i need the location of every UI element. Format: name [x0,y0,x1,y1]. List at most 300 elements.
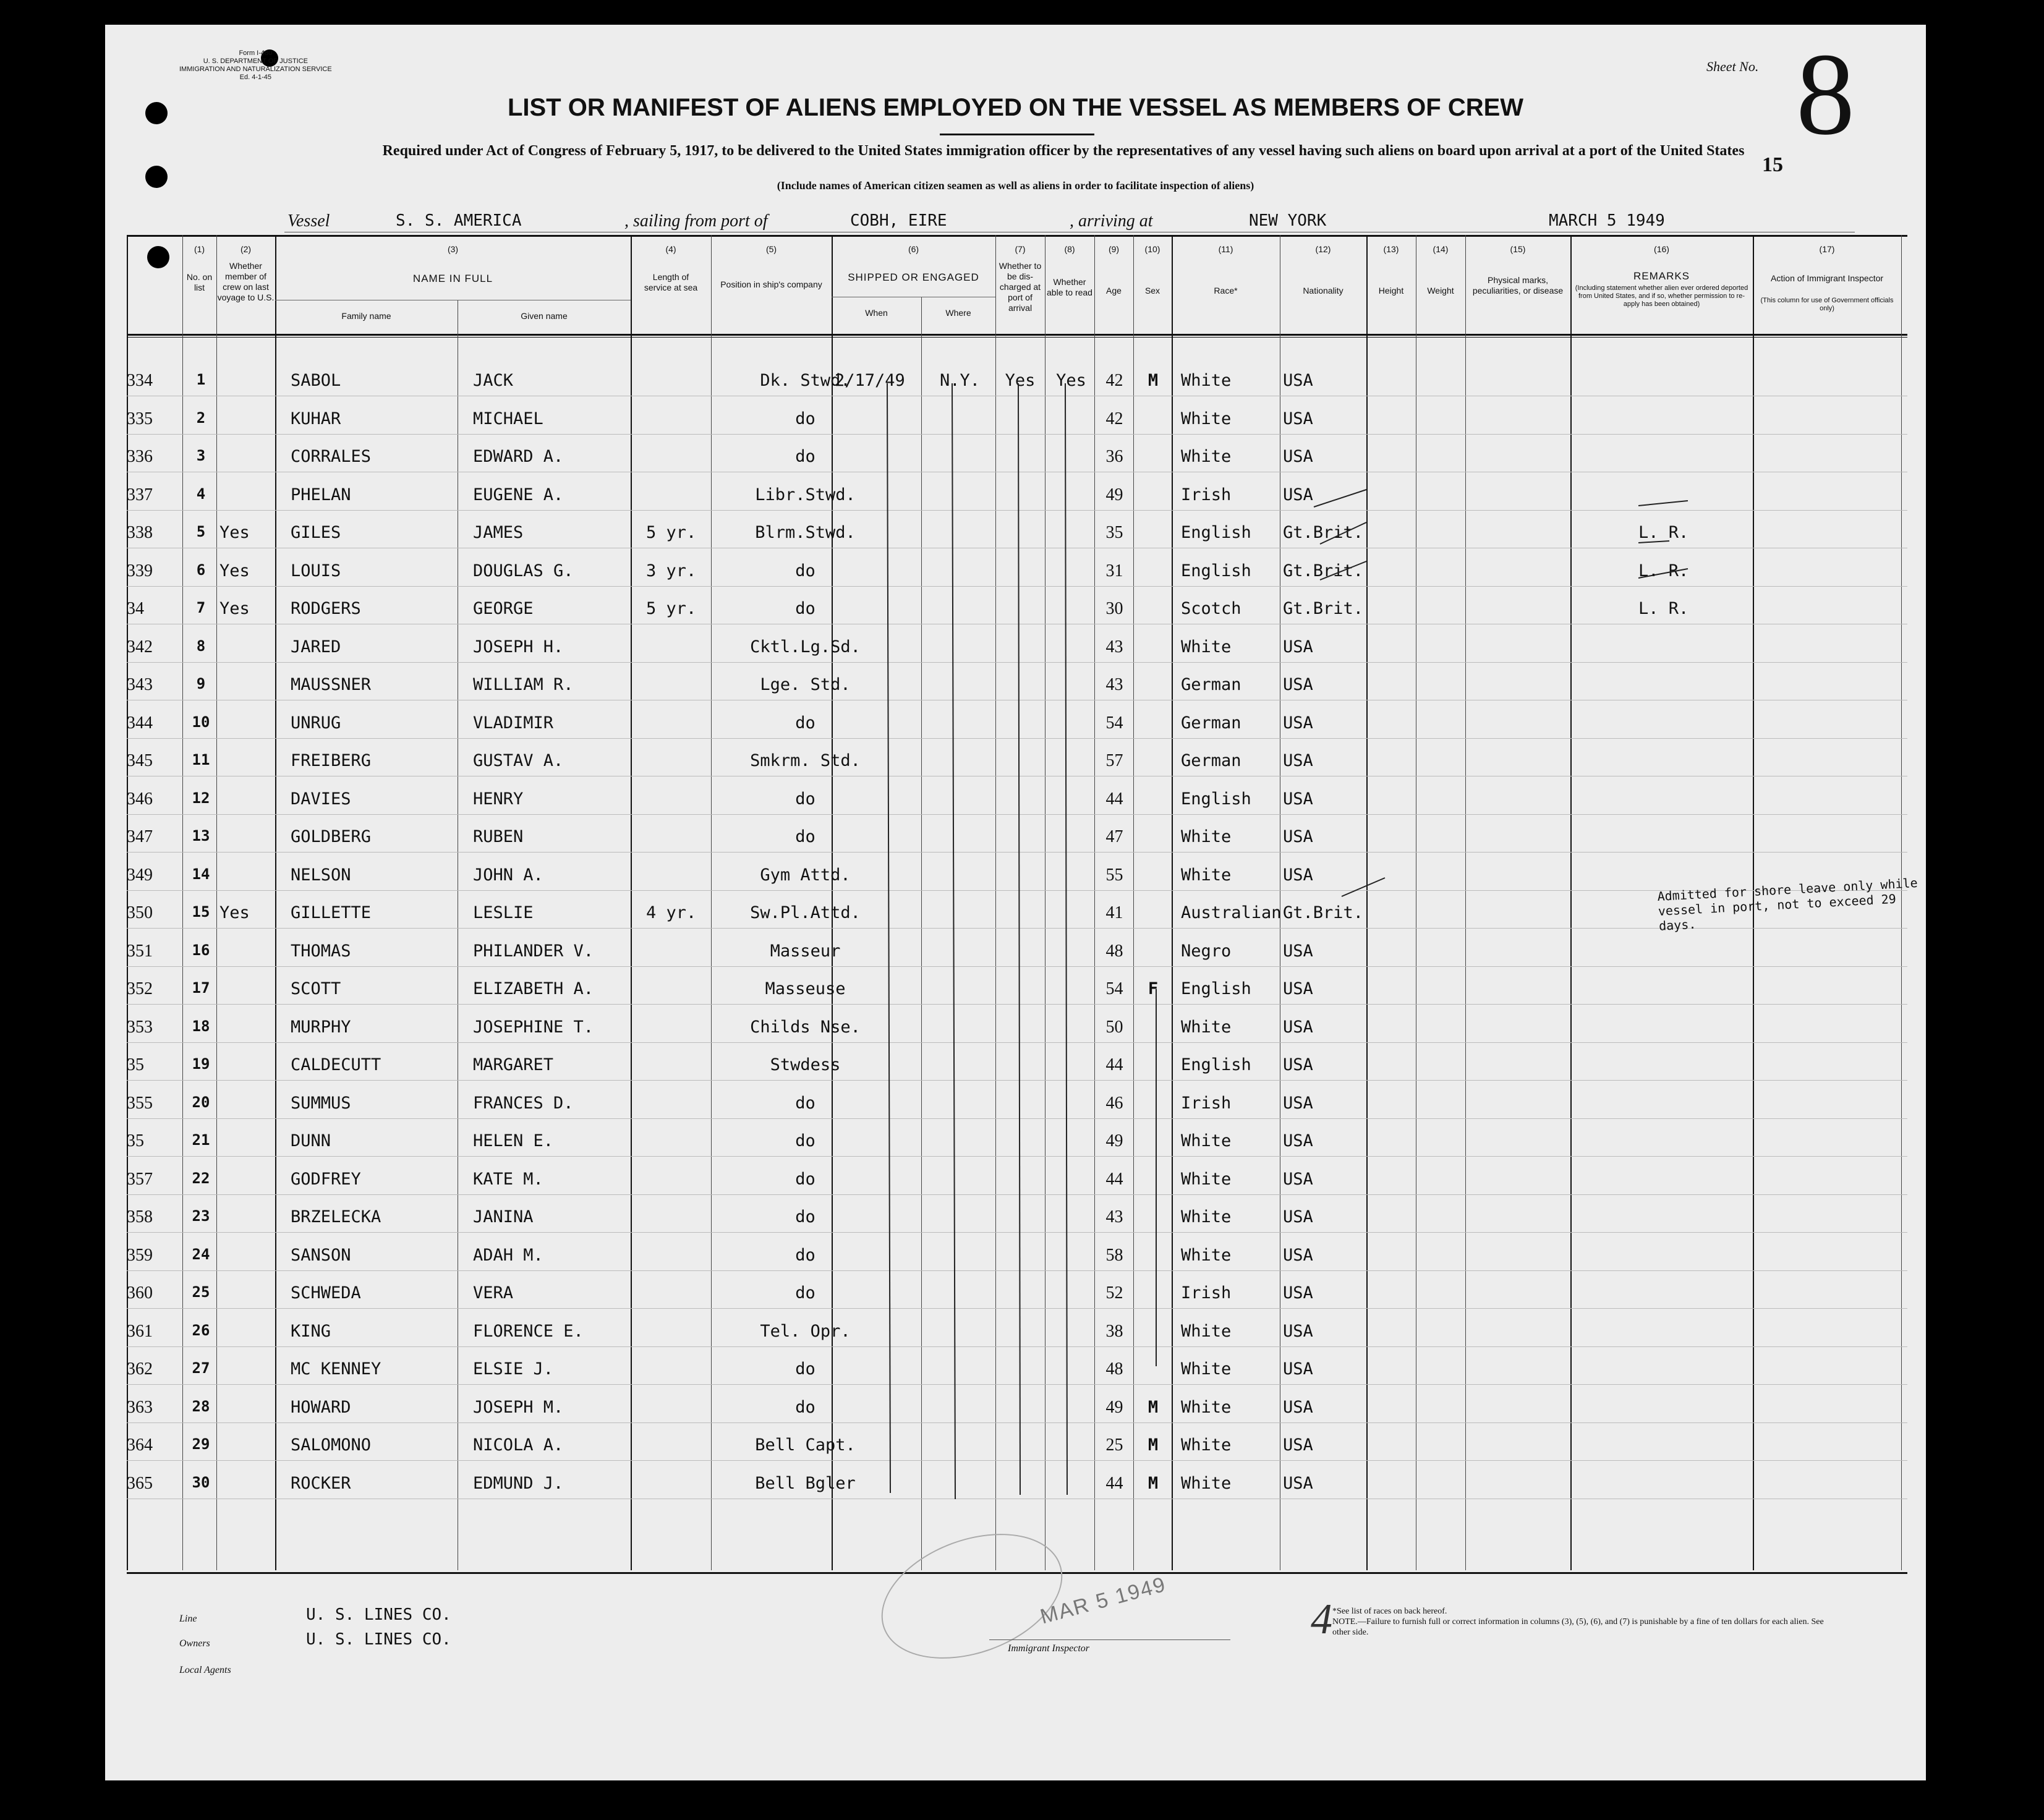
column-header-action: Action of Immigrant Inspector [1770,273,1884,283]
row-age: 54 [1105,979,1123,998]
row-family-name: KING [291,1322,331,1341]
row-family-name: MURPHY [291,1018,351,1037]
row-race: Negro [1181,942,1232,961]
column-header-weight: Weight [1427,286,1454,296]
row-list-number: 17 [192,979,210,997]
row-position: do [795,1398,815,1417]
sheet-number: 8 [1796,30,1855,159]
row-list-number: 19 [192,1055,210,1073]
ditto-line [1018,383,1020,1495]
row-family-name: DAVIES [291,789,351,809]
row-position: Lge. Std. [760,675,851,694]
row-seq-number: 347 [127,827,153,846]
line-label: Line [179,1614,197,1624]
row-age: 30 [1105,599,1123,618]
row-position: do [795,1131,815,1150]
row-seq-number: 345 [127,751,153,770]
row-seq-number: 335 [127,409,153,428]
row-position: Gym Attd. [760,865,851,885]
row-age: 58 [1105,1246,1123,1265]
column-header-nationality: Nationality [1303,286,1344,296]
row-family-name: NELSON [291,865,351,885]
row-given-name: JOSEPH H. [473,637,564,657]
row-position: Masseur [770,942,841,961]
row-nationality: USA [1283,1131,1313,1150]
column-number: (13) [1383,244,1399,254]
row-previous-voyage: Yes [219,561,250,580]
row-list-number: 28 [192,1398,210,1415]
row-length-service: 5 yr. [646,599,697,618]
row-age: 35 [1105,523,1123,542]
row-age: 36 [1105,447,1123,466]
column-header-no: No. on list [186,272,213,292]
handwritten-marks [105,25,1926,1780]
row-race: White [1181,1322,1232,1341]
row-nationality: USA [1283,713,1313,733]
row-seq-number: 334 [127,371,153,390]
document-title: LIST OR MANIFEST OF ALIENS EMPLOYED ON THE VESSEL AS MEMBERS OF CREW [507,94,1524,121]
row-list-number: 20 [192,1094,210,1111]
arriving-label: , arriving at [1070,211,1153,231]
row-list-number: 9 [196,675,206,692]
row-seq-number: 350 [127,903,153,922]
row-family-name: CORRALES [291,447,372,466]
row-age: 46 [1105,1094,1123,1113]
row-seq-number: 358 [127,1207,153,1227]
row-given-name: NICOLA A. [473,1435,564,1455]
row-age: 44 [1105,789,1123,809]
row-list-number: 4 [196,485,206,503]
row-nationality: USA [1283,1170,1313,1189]
column-number: (3) [447,244,459,254]
row-race: Australian [1181,903,1282,922]
row-age: 31 [1105,561,1123,580]
row-given-name: VERA [473,1283,514,1303]
row-position: Libr.Stwd. [755,485,856,504]
row-family-name: SCOTT [291,979,341,998]
row-age: 49 [1105,1398,1123,1417]
row-position: do [795,599,815,618]
port-from: COBH, EIRE [850,211,947,230]
row-given-name: JACK [473,371,514,390]
row-age: 50 [1105,1018,1123,1037]
row-race: Irish [1181,1094,1232,1113]
row-nationality: USA [1283,827,1313,846]
row-race: English [1181,1055,1251,1074]
row-family-name: FREIBERG [291,751,372,770]
row-nationality: USA [1283,979,1313,998]
column-header-when: When [865,308,888,318]
column-header-age: Age [1106,286,1122,296]
row-given-name: JOSEPH M. [473,1398,564,1417]
row-age: 55 [1105,865,1123,885]
row-race: White [1181,865,1232,885]
row-seq-number: 364 [127,1435,153,1455]
column-number: (10) [1144,244,1160,254]
row-sex: M [1148,1398,1159,1417]
row-given-name: ADAH M. [473,1246,543,1265]
row-discharged: Yes [1005,371,1036,390]
row-age: 42 [1105,409,1123,428]
row-list-number: 29 [192,1435,210,1453]
row-seq-number: 363 [127,1398,153,1417]
row-position: do [795,1359,815,1379]
row-able-to-read: Yes [1056,371,1086,390]
row-position: do [795,561,815,580]
port-to: NEW YORK [1249,211,1327,230]
row-race: White [1181,409,1232,428]
row-given-name: GEORGE [473,599,534,618]
row-given-name: JANINA [473,1207,534,1227]
row-race: White [1181,1207,1232,1227]
row-race: English [1181,789,1251,809]
column-number: (15) [1510,244,1526,254]
row-race: English [1181,979,1251,998]
column-header-read: Whether able to read [1047,277,1092,297]
row-age: 49 [1105,1131,1123,1150]
row-list-number: 18 [192,1018,210,1035]
row-family-name: GILES [291,523,341,542]
sailing-label: , sailing from port of [624,211,768,231]
column-header-prev-voyage: Whether member of crew on last voyage to U.S. [217,261,275,302]
row-position: Dk. Stwd. [760,371,851,390]
row-seq-number: 349 [127,865,153,885]
row-position: Smkrm. Std. [750,751,861,770]
row-nationality: USA [1283,751,1313,770]
row-race: English [1181,561,1251,580]
manifest-sheet [105,25,1926,1780]
row-race: White [1181,447,1232,466]
row-list-number: 10 [192,713,210,731]
row-nationality: Gt.Brit. [1283,599,1364,618]
row-list-number: 23 [192,1207,210,1225]
row-seq-number: 360 [127,1283,153,1303]
row-seq-number: 336 [127,447,153,466]
row-given-name: JOHN A. [473,865,543,885]
row-family-name: RODGERS [291,599,361,618]
row-nationality: USA [1283,409,1313,428]
column-header-race: Race* [1214,286,1238,296]
row-nationality: USA [1283,1018,1313,1037]
row-nationality: USA [1283,1474,1313,1493]
column-header-length: Length of service at sea [644,272,698,292]
line-value: U. S. LINES CO. [306,1605,451,1624]
row-family-name: HOWARD [291,1398,351,1417]
column-number: (9) [1108,244,1120,254]
row-position: Bell Capt. [755,1435,856,1455]
column-header-position: Position in ship's company [720,279,822,289]
form-department: U. S. DEPARTMENT OF JUSTICE [203,57,308,65]
row-position: Bell Bgler [755,1474,856,1493]
column-header-discharged: Whether to be dis-charged at port of arrival [999,261,1042,313]
row-length-service: 3 yr. [646,561,697,580]
row-list-number: 27 [192,1359,210,1377]
row-position: do [795,1246,815,1265]
column-header-given-name: Given name [521,311,568,321]
row-age: 49 [1105,485,1123,504]
row-nationality: USA [1283,637,1313,657]
row-race: Irish [1181,1283,1232,1303]
column-number: (7) [1015,244,1026,254]
row-given-name: PHILANDER V. [473,942,594,961]
row-seq-number: 351 [127,942,153,961]
form-service: IMMIGRATION AND NATURALIZATION SERVICE [179,66,332,73]
row-nationality: USA [1283,1359,1313,1379]
row-age: 43 [1105,1207,1123,1227]
row-race: White [1181,1131,1232,1150]
row-position: do [795,713,815,733]
row-given-name: FLORENCE E. [473,1322,584,1341]
row-sex: M [1148,371,1159,390]
row-age: 44 [1105,1474,1123,1493]
tick-mark [1342,878,1385,896]
row-seq-number: 342 [127,637,153,657]
row-seq-number: 337 [127,485,153,504]
row-given-name: WILLIAM R. [473,675,574,694]
row-seq-number: 34 [127,599,144,618]
row-family-name: SABOL [291,371,341,390]
row-family-name: BRZELECKA [291,1207,381,1227]
row-given-name: KATE M. [473,1170,543,1189]
row-previous-voyage: Yes [219,903,250,922]
row-position: do [795,1094,815,1113]
ditto-line [1065,383,1067,1495]
column-number: (14) [1433,244,1449,254]
remark-dash [1638,541,1669,543]
row-family-name: KUHAR [291,409,341,428]
row-family-name: MAUSSNER [291,675,372,694]
row-age: 47 [1105,827,1123,846]
row-nationality: USA [1283,1055,1313,1074]
row-given-name: EDWARD A. [473,447,564,466]
row-race: White [1181,827,1232,846]
row-list-number: 30 [192,1474,210,1491]
row-given-name: HENRY [473,789,524,809]
row-family-name: SALOMONO [291,1435,372,1455]
column-number: (2) [240,244,252,254]
column-header-physical-marks: Physical marks, peculiarities, or disease [1472,275,1564,296]
row-shipped-where: N.Y. [940,371,981,390]
row-previous-voyage: Yes [219,599,250,618]
row-race: German [1181,713,1241,733]
row-race: White [1181,371,1232,390]
row-length-service: 5 yr. [646,523,697,542]
row-given-name: JOSEPHINE T. [473,1018,594,1037]
row-nationality: Gt.Brit. [1283,561,1364,580]
column-number: (1) [194,244,205,254]
row-seq-number: 339 [127,561,153,580]
row-nationality: USA [1283,447,1313,466]
ditto-line [952,383,955,1499]
row-nationality: USA [1283,1207,1313,1227]
footer-notes [1332,1606,1827,1638]
column-number: (12) [1315,244,1331,254]
row-race: German [1181,751,1241,770]
row-seq-number: 344 [127,713,153,733]
row-list-number: 8 [196,637,206,655]
ditto-line [887,383,890,1493]
row-nationality: USA [1283,1094,1313,1113]
row-sex: M [1148,1435,1159,1455]
row-position: Cktl.Lg.Sd. [750,637,861,657]
column-header-sex: Sex [1144,286,1160,296]
row-seq-number: 359 [127,1246,153,1265]
row-given-name: VLADIMIR [473,713,554,733]
row-seq-number: 346 [127,789,153,809]
row-age: 44 [1105,1170,1123,1189]
row-seq-number: 343 [127,675,153,694]
row-age: 41 [1105,903,1123,922]
row-family-name: SUMMUS [291,1094,351,1113]
row-family-name: GODFREY [291,1170,361,1189]
row-seq-number: 35 [127,1055,144,1074]
row-given-name: MICHAEL [473,409,543,428]
column-header-where: Where [945,308,971,318]
row-position: do [795,1283,815,1303]
row-seq-number: 353 [127,1018,153,1037]
row-race: White [1181,1435,1232,1455]
row-given-name: RUBEN [473,827,524,846]
row-list-number: 26 [192,1322,210,1339]
row-list-number: 6 [196,561,206,579]
owners-value: U. S. LINES CO. [306,1630,451,1649]
column-header-shipped: SHIPPED OR ENGAGED [848,271,979,283]
row-given-name: HELEN E. [473,1131,554,1150]
row-race: White [1181,1246,1232,1265]
row-list-number: 5 [196,523,206,540]
row-given-name: GUSTAV A. [473,751,564,770]
note-races: *See list of races on back hereof. [1332,1607,1447,1616]
row-remarks: L. R. [1638,523,1689,542]
row-age: 44 [1105,1055,1123,1074]
row-list-number: 15 [192,903,210,921]
row-race: White [1181,1398,1232,1417]
row-race: White [1181,1170,1232,1189]
column-number: (8) [1064,244,1075,254]
vessel-name: S. S. AMERICA [396,211,522,230]
row-family-name: CALDECUTT [291,1055,381,1074]
row-list-number: 3 [196,447,206,464]
row-seq-number: 35 [127,1131,144,1150]
row-nationality: USA [1283,1322,1313,1341]
row-age: 43 [1105,675,1123,694]
row-family-name: GILLETTE [291,903,372,922]
row-list-number: 7 [196,599,206,616]
handwritten-mark: 4 [1311,1596,1332,1643]
row-nationality: Gt.Brit. [1283,903,1364,922]
row-position: Stwdess [770,1055,841,1074]
page-number: 15 [1762,153,1783,176]
row-sex: M [1148,1474,1159,1493]
column-header-remarks-sub: (Including statement whether alien ever ordered deported from United States, and if so, whether permission to re-apply has been obtained) [1575,284,1748,308]
row-position: Childs Nse. [750,1018,861,1037]
column-header-family-name: Family name [341,311,391,321]
row-race: Scotch [1181,599,1241,618]
sheet-number-label: Sheet No. [1706,59,1759,74]
column-number: (11) [1218,244,1233,254]
row-position: Sw.Pl.Attd. [750,903,861,922]
row-given-name: MARGARET [473,1055,554,1074]
column-header-remarks: REMARKS [1633,270,1690,282]
row-family-name: SCHWEDA [291,1283,361,1303]
vessel-label: Vessel [287,211,330,231]
row-seq-number: 355 [127,1094,153,1113]
row-list-number: 22 [192,1170,210,1187]
row-list-number: 12 [192,789,210,807]
row-age: 48 [1105,1359,1123,1379]
form-number: Form I-480 [239,49,273,57]
inspector-label: Immigrant Inspector [1008,1643,1089,1654]
row-position: do [795,409,815,428]
row-family-name: ROCKER [291,1474,351,1493]
tick-mark [1320,522,1366,544]
column-header-name: NAME IN FULL [412,273,493,284]
row-race: Irish [1181,485,1232,504]
row-given-name: EUGENE A. [473,485,564,504]
row-sex: F [1148,979,1159,998]
row-remarks: L. R. [1638,599,1689,618]
row-position: do [795,789,815,809]
row-age: 25 [1105,1435,1123,1455]
row-nationality: USA [1283,942,1313,961]
row-seq-number: 361 [127,1322,153,1341]
row-given-name: FRANCES D. [473,1094,574,1113]
form-edition: Ed. 4-1-45 [239,74,272,81]
row-given-name: EDMUND J. [473,1474,564,1493]
row-previous-voyage: Yes [219,523,250,542]
row-list-number: 13 [192,827,210,844]
column-number: (16) [1654,244,1669,254]
row-age: 57 [1105,751,1123,770]
row-position: do [795,447,815,466]
row-family-name: GOLDBERG [291,827,372,846]
column-number: (17) [1819,244,1835,254]
row-race: White [1181,1359,1232,1379]
document-subtitle: Required under Act of Congress of February 5, 1917, to be delivered to the United States immigration officer by the representatives of any vessel having such aliens on board upon arrival at a port of the United States [382,143,1745,159]
row-race: White [1181,637,1232,657]
row-age: 48 [1105,942,1123,961]
tick-mark [1320,561,1366,580]
row-nationality: USA [1283,1283,1313,1303]
inspector-signature-line [989,1639,1230,1640]
inspection-stamp-date: MAR 5 1949 [1037,1572,1169,1629]
row-remarks: L. R. [1638,561,1689,580]
row-seq-number: 362 [127,1359,153,1379]
row-family-name: LOUIS [291,561,341,580]
row-list-number: 1 [196,371,206,388]
row-list-number: 14 [192,865,210,883]
row-list-number: 2 [196,409,206,427]
document-subnote: (Include names of American citizen seamen as well as aliens in order to facilitate inspection of aliens) [777,179,1254,192]
row-age: 54 [1105,713,1123,733]
row-position: Masseuse [765,979,846,998]
row-list-number: 21 [192,1131,210,1149]
row-age: 43 [1105,637,1123,657]
row-race: German [1181,675,1241,694]
column-number: (5) [765,244,777,254]
row-nationality: USA [1283,485,1313,504]
tick-mark [1314,490,1366,507]
owners-label: Owners [179,1638,210,1649]
agents-label: Local Agents [179,1665,231,1675]
row-nationality: USA [1283,675,1313,694]
admitted-remark: Admitted for shore leave only while vessel in port, not to exceed 29 days. [1657,875,1918,933]
remark-dash [1638,501,1688,506]
row-given-name: ELSIE J. [473,1359,554,1379]
row-nationality: USA [1283,1246,1313,1265]
row-family-name: THOMAS [291,942,351,961]
row-family-name: MC KENNEY [291,1359,381,1379]
